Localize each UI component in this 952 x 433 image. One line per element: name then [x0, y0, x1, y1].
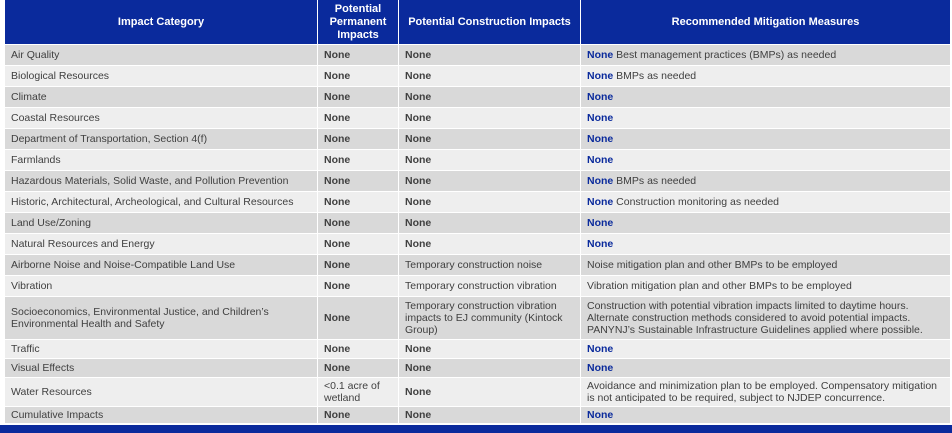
- permanent-impact-cell: None: [318, 297, 399, 340]
- impact-category-cell: Biological Resources: [5, 66, 318, 87]
- mitigation-status: None: [587, 175, 614, 187]
- mitigation-cell: [581, 129, 950, 150]
- construction-impact-cell: None: [399, 45, 581, 66]
- table-row: [5, 276, 950, 297]
- permanent-impact-cell: None: [318, 192, 399, 213]
- mitigation-text: Construction monitoring as needed: [616, 196, 780, 208]
- construction-impact-cell: None: [399, 359, 581, 378]
- table-row: [5, 150, 950, 171]
- permanent-impact-cell: <0.1 acre of wetland: [318, 378, 399, 407]
- impact-category-cell: Department of Transportation, Section 4(f): [5, 129, 318, 150]
- mitigation-text: Noise mitigation plan and other BMPs to be employed: [587, 259, 838, 271]
- impact-category-cell: Traffic: [5, 340, 318, 359]
- header-construction-impacts: Potential Construction Impacts: [399, 0, 581, 45]
- table-row: [5, 255, 950, 276]
- table-row: [5, 297, 950, 340]
- mitigation-cell: [581, 340, 950, 359]
- header-permanent-impacts: Potential Permanent Impacts: [318, 0, 399, 45]
- impact-category-cell: Socioeconomics, Environmental Justice, and Children’s Environmental Health and Safety: [5, 297, 318, 340]
- mitigation-status: None: [587, 343, 614, 355]
- table-row: [5, 340, 950, 359]
- construction-impact-cell: None: [399, 378, 581, 407]
- mitigation-cell: [581, 213, 950, 234]
- permanent-impact-cell: None: [318, 171, 399, 192]
- construction-impact-cell: Temporary construction vibration impacts to EJ community (Kintock Group): [399, 297, 581, 340]
- permanent-impact-cell: None: [318, 129, 399, 150]
- mitigation-cell: [581, 359, 950, 378]
- mitigation-cell: [581, 87, 950, 108]
- mitigation-cell: [581, 378, 950, 407]
- mitigation-status: None: [587, 362, 614, 374]
- mitigation-cell: [581, 234, 950, 255]
- mitigation-status: None: [587, 70, 614, 82]
- permanent-impact-cell: None: [318, 150, 399, 171]
- header-row: [5, 0, 950, 45]
- construction-impact-cell: None: [399, 213, 581, 234]
- construction-impact-cell: None: [399, 108, 581, 129]
- mitigation-text: Avoidance and minimization plan to be employed. Compensatory mitigation is not anticipated to be required, subject to NJDEP concurrence.: [587, 380, 938, 404]
- permanent-impact-cell: None: [318, 276, 399, 297]
- table-body: [5, 45, 950, 424]
- mitigation-text: Construction with potential vibration impacts limited to daytime hours. Alternate construction methods considered to avoid potential impacts. PANYNJ’s Sustainable Infrastructure Guidelines applied where possible.: [587, 300, 923, 336]
- permanent-impact-cell: None: [318, 340, 399, 359]
- impact-category-cell: Farmlands: [5, 150, 318, 171]
- impact-category-cell: Water Resources: [5, 378, 318, 407]
- mitigation-cell: [581, 276, 950, 297]
- table-row: [5, 87, 950, 108]
- table-row: [5, 213, 950, 234]
- impact-category-cell: Visual Effects: [5, 359, 318, 378]
- mitigation-cell: [581, 407, 950, 424]
- construction-impact-cell: None: [399, 340, 581, 359]
- construction-impact-cell: Temporary construction vibration: [399, 276, 581, 297]
- header-impact-category: Impact Category: [5, 0, 318, 45]
- table-row: [5, 378, 950, 407]
- mitigation-status: None: [587, 238, 614, 250]
- construction-impact-cell: Temporary construction noise: [399, 255, 581, 276]
- mitigation-status: None: [587, 91, 614, 103]
- mitigation-cell: [581, 45, 950, 66]
- mitigation-status: None: [587, 217, 614, 229]
- impact-category-cell: Climate: [5, 87, 318, 108]
- impact-category-cell: Air Quality: [5, 45, 318, 66]
- mitigation-cell: [581, 192, 950, 213]
- mitigation-status: None: [587, 154, 614, 166]
- mitigation-status: None: [587, 112, 614, 124]
- construction-impact-cell: None: [399, 234, 581, 255]
- table-row: [5, 234, 950, 255]
- impact-category-cell: Vibration: [5, 276, 318, 297]
- table-row: [5, 192, 950, 213]
- construction-impact-cell: None: [399, 171, 581, 192]
- impact-category-cell: Natural Resources and Energy: [5, 234, 318, 255]
- impact-category-cell: Airborne Noise and Noise-Compatible Land Use: [5, 255, 318, 276]
- permanent-impact-cell: None: [318, 359, 399, 378]
- mitigation-text: Best management practices (BMPs) as needed: [616, 49, 837, 61]
- mitigation-status: None: [587, 409, 614, 421]
- header-mitigation-measures: Recommended Mitigation Measures: [581, 0, 950, 45]
- mitigation-status: None: [587, 133, 614, 145]
- mitigation-text: Vibration mitigation plan and other BMPs to be employed: [587, 280, 852, 292]
- mitigation-cell: [581, 66, 950, 87]
- permanent-impact-cell: None: [318, 213, 399, 234]
- table-row: [5, 45, 950, 66]
- mitigation-status: None: [587, 49, 614, 61]
- impact-table: [5, 0, 950, 424]
- construction-impact-cell: None: [399, 407, 581, 424]
- construction-impact-cell: None: [399, 150, 581, 171]
- construction-impact-cell: None: [399, 66, 581, 87]
- impact-category-cell: Hazardous Materials, Solid Waste, and Pollution Prevention: [5, 171, 318, 192]
- permanent-impact-cell: None: [318, 108, 399, 129]
- mitigation-text: BMPs as needed: [616, 70, 697, 82]
- bottom-bar: [0, 425, 952, 433]
- table-row: [5, 108, 950, 129]
- mitigation-cell: [581, 150, 950, 171]
- table-row: [5, 66, 950, 87]
- permanent-impact-cell: None: [318, 45, 399, 66]
- mitigation-cell: [581, 255, 950, 276]
- impact-category-cell: Historic, Architectural, Archeological, and Cultural Resources: [5, 192, 318, 213]
- impact-category-cell: Cumulative Impacts: [5, 407, 318, 424]
- permanent-impact-cell: None: [318, 87, 399, 108]
- permanent-impact-cell: None: [318, 407, 399, 424]
- construction-impact-cell: None: [399, 87, 581, 108]
- table-row: [5, 359, 950, 378]
- mitigation-cell: [581, 171, 950, 192]
- table-row: [5, 171, 950, 192]
- permanent-impact-cell: None: [318, 234, 399, 255]
- mitigation-status: None: [587, 196, 614, 208]
- permanent-impact-cell: None: [318, 255, 399, 276]
- mitigation-text: BMPs as needed: [616, 175, 697, 187]
- table-row: [5, 129, 950, 150]
- construction-impact-cell: None: [399, 129, 581, 150]
- impact-category-cell: Coastal Resources: [5, 108, 318, 129]
- permanent-impact-cell: None: [318, 66, 399, 87]
- mitigation-cell: [581, 108, 950, 129]
- table-row: [5, 407, 950, 424]
- construction-impact-cell: None: [399, 192, 581, 213]
- impact-category-cell: Land Use/Zoning: [5, 213, 318, 234]
- mitigation-cell: [581, 297, 950, 340]
